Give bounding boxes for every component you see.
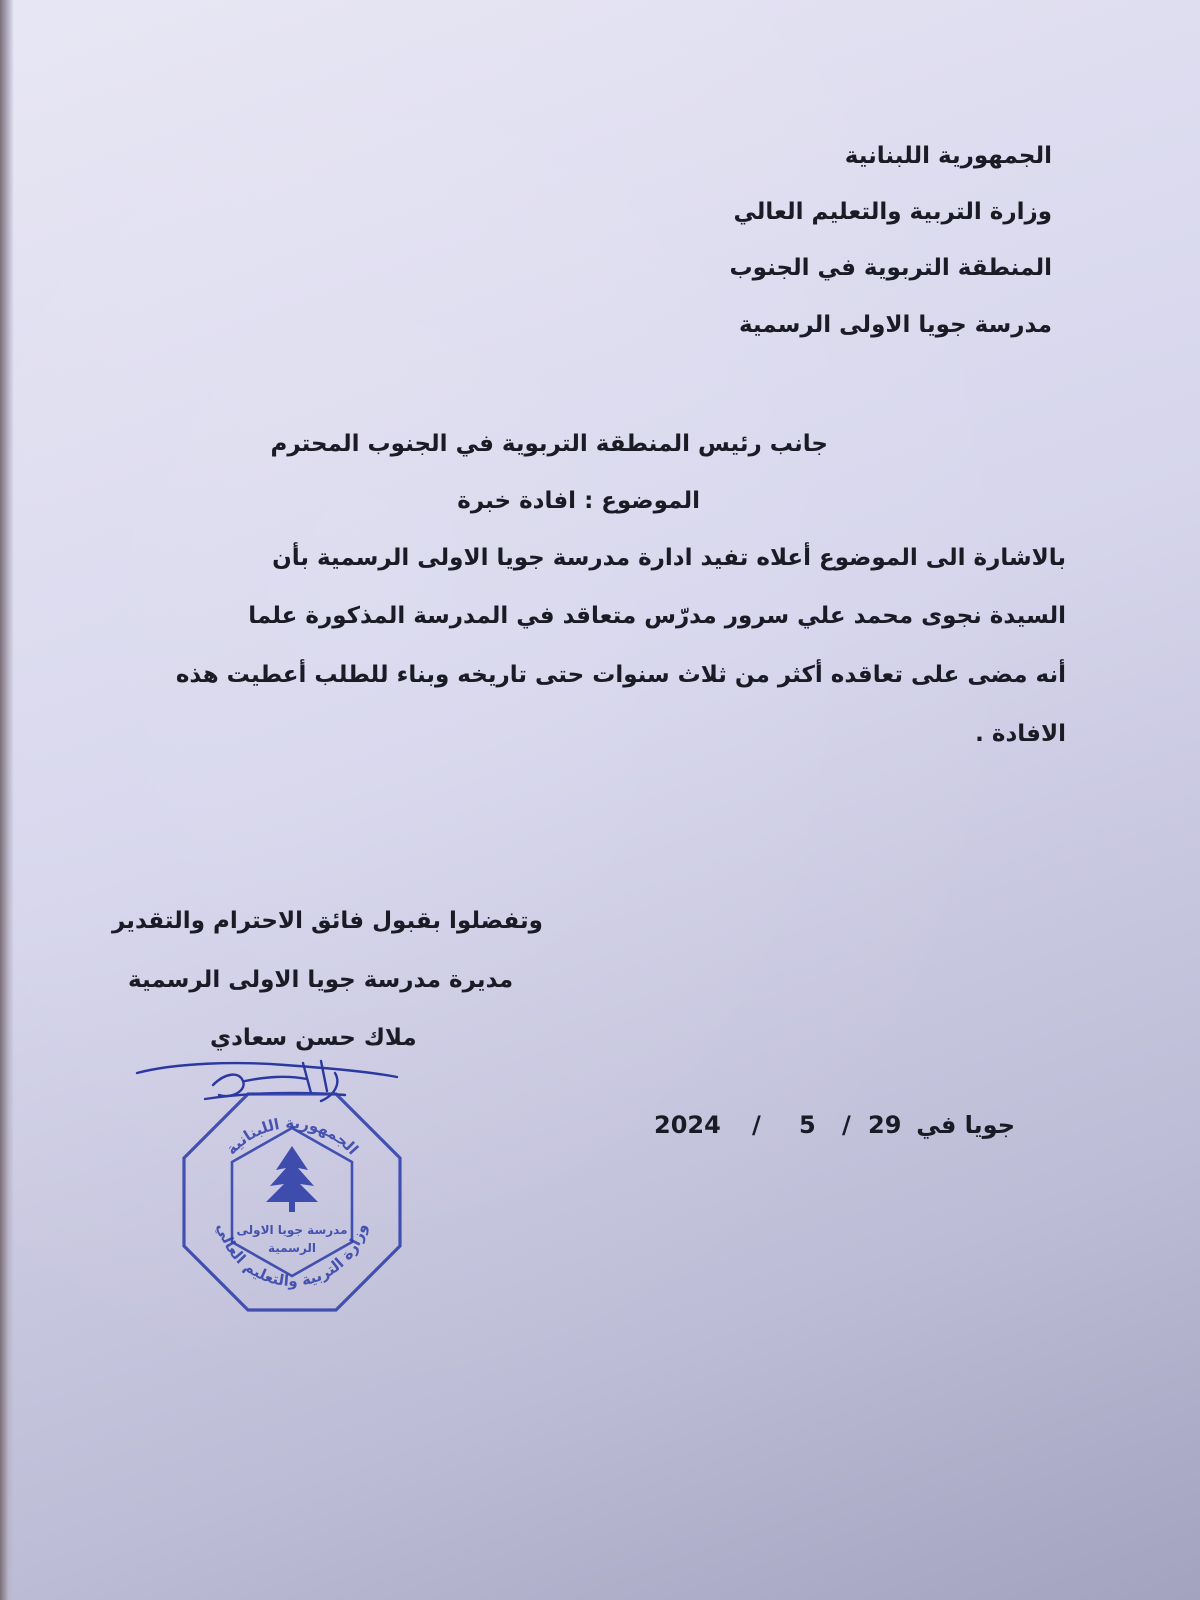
date-month: 5 — [799, 1111, 816, 1139]
date-year: 2024 — [654, 1111, 721, 1139]
signer-name: ملاك حسن سعادي — [210, 1025, 417, 1051]
closing-regards: وتفضلوا بقبول فائق الاحترام والتقدير — [112, 908, 543, 934]
date-separator-1: / — [842, 1111, 851, 1139]
header-school: مدرسة جويا الاولى الرسمية — [738, 312, 1052, 338]
stamp-inner-line-2: الرسمية — [267, 1241, 317, 1255]
stamp-outer-top-text: الجمهورية اللبنانية — [222, 1113, 362, 1159]
cedar-tree-icon — [266, 1146, 318, 1212]
body-line-2: السيدة نجوى محمد علي سرور مدرّس متعاقد في المدرسة المذكورة علما — [248, 603, 1066, 629]
body-line-1: بالاشارة الى الموضوع أعلاه تفيد ادارة مدرسة جويا الاولى الرسمية بأن — [272, 545, 1066, 571]
header-republic: الجمهورية اللبنانية — [844, 143, 1052, 169]
official-stamp — [176, 1088, 408, 1316]
addressee: جانب رئيس المنطقة التربوية في الجنوب المحترم — [270, 431, 828, 457]
header-region: المنطقة التربوية في الجنوب — [729, 255, 1052, 281]
date-place-label: جويا في — [916, 1111, 1015, 1139]
date-separator-2: / — [752, 1111, 761, 1139]
body-line-4: الافادة . — [975, 721, 1066, 747]
stamp-inner-line-1: مدرسة جويا الاولى — [236, 1223, 348, 1237]
body-line-3: أنه مضى على تعاقده أكثر من ثلاث سنوات حتى تاريخه وبناء للطلب أعطيت هذه — [175, 662, 1066, 688]
page-edge-shadow — [0, 0, 14, 1600]
closing-title: مديرة مدرسة جويا الاولى الرسمية — [128, 967, 514, 993]
stamp-outer-bottom-text: وزارة التربية والتعليم العالي — [213, 1221, 371, 1291]
subject-line: الموضوع : افادة خبرة — [457, 488, 700, 514]
header-ministry: وزارة التربية والتعليم العالي — [733, 199, 1052, 225]
date-day: 29 — [868, 1111, 902, 1139]
